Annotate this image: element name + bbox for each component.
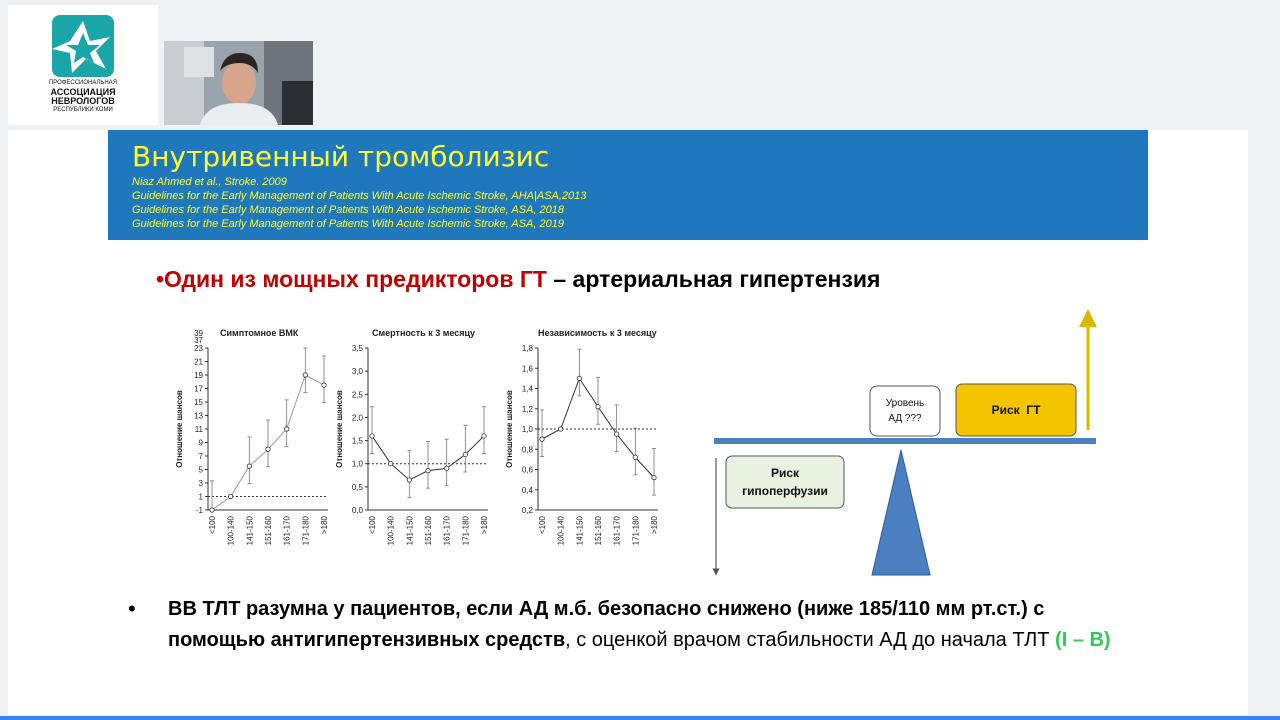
chart-data-point [210,508,214,512]
slide-title-banner [108,130,1148,240]
chart-y-tick-label: 23 [194,344,203,353]
chart-y-tick-label: 2,0 [351,413,363,423]
reference-line: Guidelines for the Early Management of Patients With Acute Ischemic Stroke, AHA|ASA,2013 [132,190,587,202]
reference-line: Niaz Ahmed et al., Stroke. 2009 [132,176,287,188]
headline-highlight: •Один из мощных предикторов ГТ [156,266,547,292]
bp-level-label: Уровень [885,398,925,409]
chart-y-tick-label: 9 [198,438,203,448]
chart-data-point [444,466,448,470]
chart-y-tick-label: 3,5 [351,344,363,353]
chart-x-tick-label: >180 [650,516,659,535]
recommendation-text [168,594,1128,656]
chart-x-tick-label: 141-150 [405,516,415,546]
chart-y-tick-label: 1,2 [521,404,533,414]
chart-x-tick-label: >180 [320,516,329,535]
chart-data-point [322,383,326,387]
chart-x-tick-label: 161-170 [442,516,452,546]
chart-y-tick-label: 1 [198,492,203,502]
risk-hypoperfusion-label: Риск [770,466,800,480]
risk-hypoperfusion-label-2: гипоперфузии [742,484,828,498]
speaker-video[interactable] [164,41,313,125]
star-emblem-icon [8,5,158,79]
recommendation-normal: , с оценкой врачом стабильности АД до начала ТЛТ [565,629,1056,651]
reference-line: Guidelines for the Early Management of Patients With Acute Ischemic Stroke, ASA, 2018 [132,204,564,216]
scale-fulcrum [872,450,930,575]
chart-data-point [284,427,288,431]
recommendation-bold: ВВ ТЛТ разумна у пациентов, если АД м.б. безопасно снижено (ниже 185/110 мм рт.ст.) с помощью антигипертензивных средств [168,598,1045,651]
bp-balance-diagram [708,310,1108,580]
chart-data-point [407,478,411,482]
chart-data-point [228,494,232,498]
logo-line2: АССОЦИАЦИЯ [50,87,116,97]
chart-y-tick-label: 3,0 [351,367,363,377]
chart-y-tick-label: 37 [194,336,203,345]
chart-data-point [426,468,430,472]
chart-y-tick-label: 0,6 [521,465,533,475]
chart-y-tick-label: -1 [195,506,203,515]
chart-y-tick-label: 0,4 [521,485,533,495]
speaker-video-frame [164,41,313,125]
chart-x-tick-label: <100 [538,516,547,535]
chart-data-point [540,437,544,441]
bullet-dot: • [128,596,136,621]
chart-x-tick-label: 141-150 [575,516,585,546]
slide-title: Внутривенный тромболизис [132,140,550,173]
chart-y-tick-label: 39 [194,329,203,338]
logo-line1: ПРОФЕССИОНАЛЬНАЯ [48,80,118,86]
chart-y-tick-label: 15 [194,398,203,407]
chart-x-tick-label: 151-160 [594,516,603,546]
chart-x-tick-label: 100-140 [386,516,396,546]
chart-data-point [577,376,581,380]
presentation-slide [8,130,1248,715]
chart-x-tick-label: >180 [480,516,489,535]
chart-y-tick-label: 3 [198,479,203,488]
chart-y-tick-label: 19 [194,371,203,380]
chart-x-tick-label: 161-170 [282,516,292,546]
chart-data-point [633,455,637,459]
chart-y-tick-label: 17 [194,384,203,394]
chart-data-point [558,427,562,431]
chart-data-point [596,405,600,409]
logo-line3: НЕВРОЛОГОВ [51,96,115,106]
chart-y-tick-label: 1,5 [351,436,363,446]
bp-level-box [870,386,940,436]
risk-hypoperfusion-box [726,456,844,508]
logo-line4: РЕСПУБЛИКИ КОМИ [53,107,113,113]
chart-y-tick-label: 21 [194,357,203,367]
chart-y-tick-label: 1,0 [521,425,533,434]
chart-x-tick-label: 100-140 [556,516,566,546]
chart1-title: Симптомное ВМК [220,328,299,338]
chart-y-tick-label: 1,6 [521,364,533,374]
chart-data-point [463,452,467,456]
chart-data-point [482,434,486,438]
chart-data-point [614,432,618,436]
chart-y-axis-label: Отношение шансов [505,390,514,468]
chart-y-tick-label: 1,4 [521,384,533,394]
chart-x-tick-label: 171-180 [301,516,311,546]
chart-y-axis-label: Отношение шансов [335,390,344,468]
chart-x-tick-label: 100-140 [226,516,236,546]
chart-data-point [388,462,392,466]
chart-y-tick-label: 1,8 [521,344,533,353]
window-bottom-border [0,716,1280,720]
chart-y-tick-label: 7 [198,452,203,461]
chart-data-point [303,373,307,377]
chart-x-tick-label: 171-180 [461,516,471,546]
risk-ht-label: Риск ГТ [991,403,1041,417]
chart3-title: Независимость к 3 месяцу [538,328,657,338]
chart-y-tick-label: 0,8 [521,445,533,455]
chart2-title: Смертность к 3 месяцу [372,328,476,338]
chart-y-tick-label: 0,2 [521,506,533,515]
scale-beam [714,438,1096,444]
chart-y-axis-label: Отношение шансов [175,390,184,468]
chart-y-tick-label: 1,0 [351,459,363,469]
reference-line: Guidelines for the Early Management of Patients With Acute Ischemic Stroke, ASA, 2019 [132,218,564,230]
bp-level-label-2: АД ??? [888,413,922,424]
chart-y-tick-label: 2,5 [351,390,363,400]
association-logo [8,5,158,125]
slide-headline [156,266,880,293]
headline-rest: – артериальная гипертензия [546,266,881,292]
chart-x-tick-label: 141-150 [245,516,255,546]
chart-y-tick-label: 0,0 [351,506,363,515]
chart-x-tick-label: <100 [208,516,217,535]
chart-y-tick-label: 5 [198,465,203,475]
chart-data-point [266,447,270,451]
chart-x-tick-label: <100 [368,516,377,535]
chart-x-tick-label: 151-160 [264,516,273,546]
chart-data-point [652,475,656,479]
chart-data-point [370,434,374,438]
chart-data-point [247,464,251,468]
chart-y-tick-label: 0,5 [351,482,363,492]
chart-x-tick-label: 151-160 [424,516,433,546]
chart-x-tick-label: 161-170 [612,516,622,546]
recommendation-class: (I – B) [1055,629,1111,651]
chart-y-tick-label: 13 [194,411,203,421]
chart-x-tick-label: 171-180 [631,516,641,546]
chart-y-tick-label: 11 [194,425,203,434]
